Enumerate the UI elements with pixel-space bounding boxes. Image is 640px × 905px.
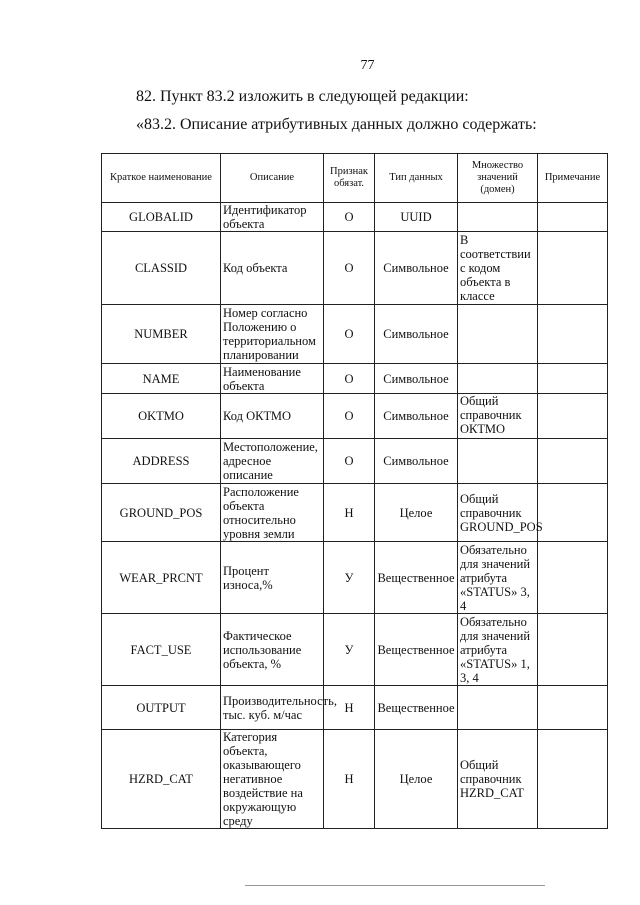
cell-type: Символьное	[375, 439, 458, 484]
table-row	[102, 203, 608, 232]
cell-domain	[458, 686, 538, 730]
cell-name: OKTMO	[102, 394, 221, 439]
cell-name: FACT_USE	[102, 614, 221, 686]
cell-note	[538, 232, 608, 305]
cell-desc: Код ОКТМО	[221, 394, 324, 439]
section-heading: «83.2. Описание атрибутивных данных должно содержать:	[136, 116, 537, 133]
table-header-row	[102, 154, 608, 203]
cell-desc: Производительность, тыс. куб. м/час	[221, 686, 324, 730]
cell-name: ADDRESS	[102, 439, 221, 484]
cell-type: Целое	[375, 484, 458, 542]
cell-req: О	[324, 439, 375, 484]
cell-note	[538, 614, 608, 686]
cell-req: Н	[324, 730, 375, 829]
amendment-heading: 82. Пункт 83.2 изложить в следующей редакции:	[136, 88, 469, 105]
cell-name: NAME	[102, 364, 221, 394]
table-row	[102, 730, 608, 829]
cell-domain: Обязательно для значений атрибута «STATUS» 3, 4	[458, 542, 538, 614]
cell-req: О	[324, 305, 375, 364]
header-note: Примечание	[538, 154, 608, 203]
cell-req: О	[324, 364, 375, 394]
cell-domain	[458, 364, 538, 394]
cell-desc: Фактическое использование объекта, %	[221, 614, 324, 686]
table-row	[102, 232, 608, 305]
cell-note	[538, 305, 608, 364]
cell-type: Вещественное	[375, 614, 458, 686]
header-req: Признак обязат.	[324, 154, 375, 203]
cell-name: HZRD_CAT	[102, 730, 221, 829]
cell-req: У	[324, 614, 375, 686]
cell-note	[538, 394, 608, 439]
cell-desc: Расположение объекта относительно уровня земли	[221, 484, 324, 542]
cell-note	[538, 203, 608, 232]
cell-type: Целое	[375, 730, 458, 829]
cell-name: NUMBER	[102, 305, 221, 364]
cell-name: WEAR_PRCNT	[102, 542, 221, 614]
cell-domain: Обязательно для значений атрибута «STATUS» 1, 3, 4	[458, 614, 538, 686]
cell-desc: Местоположение, адресное описание	[221, 439, 324, 484]
table-row	[102, 364, 608, 394]
cell-name: OUTPUT	[102, 686, 221, 730]
table-row	[102, 484, 608, 542]
table-row	[102, 686, 608, 730]
cell-name: GROUND_POS	[102, 484, 221, 542]
header-type: Тип данных	[375, 154, 458, 203]
cell-type: Символьное	[375, 364, 458, 394]
cell-note	[538, 730, 608, 829]
page-number: 77	[360, 58, 375, 73]
cell-type: Символьное	[375, 394, 458, 439]
bottom-rule	[245, 885, 545, 886]
cell-desc: Код объекта	[221, 232, 324, 305]
cell-type: Вещественное	[375, 542, 458, 614]
cell-type: UUID	[375, 203, 458, 232]
cell-type: Символьное	[375, 232, 458, 305]
cell-name: GLOBALID	[102, 203, 221, 232]
cell-note	[538, 484, 608, 542]
cell-domain	[458, 203, 538, 232]
cell-note	[538, 364, 608, 394]
cell-domain	[458, 305, 538, 364]
header-domain: Множество значений (домен)	[458, 154, 538, 203]
cell-domain: В соответствии с кодом объекта в классе	[458, 232, 538, 305]
header-desc: Описание	[221, 154, 324, 203]
cell-req: Н	[324, 686, 375, 730]
cell-desc: Номер согласно Положению о территориальном планировании	[221, 305, 324, 364]
cell-note	[538, 439, 608, 484]
cell-note	[538, 542, 608, 614]
cell-domain	[458, 439, 538, 484]
table-row	[102, 614, 608, 686]
cell-domain: Общий справочник ОКТМО	[458, 394, 538, 439]
cell-type: Вещественное	[375, 686, 458, 730]
header-name: Краткое наименование	[102, 154, 221, 203]
cell-desc: Категория объекта, оказывающего негативное воздействие на окружающую среду	[221, 730, 324, 829]
table-row	[102, 305, 608, 364]
cell-desc: Наименование объекта	[221, 364, 324, 394]
cell-req: О	[324, 232, 375, 305]
table-row	[102, 542, 608, 614]
table-row	[102, 394, 608, 439]
cell-req: О	[324, 203, 375, 232]
attribute-table	[101, 153, 608, 829]
cell-domain: Общий справочник HZRD_CAT	[458, 730, 538, 829]
cell-req: У	[324, 542, 375, 614]
cell-req: О	[324, 394, 375, 439]
cell-desc: Идентификатор объекта	[221, 203, 324, 232]
cell-domain: Общий справочник GROUND_POS	[458, 484, 538, 542]
cell-note	[538, 686, 608, 730]
cell-desc: Процент износа,%	[221, 542, 324, 614]
cell-type: Символьное	[375, 305, 458, 364]
cell-req: Н	[324, 484, 375, 542]
cell-name: CLASSID	[102, 232, 221, 305]
table-row	[102, 439, 608, 484]
